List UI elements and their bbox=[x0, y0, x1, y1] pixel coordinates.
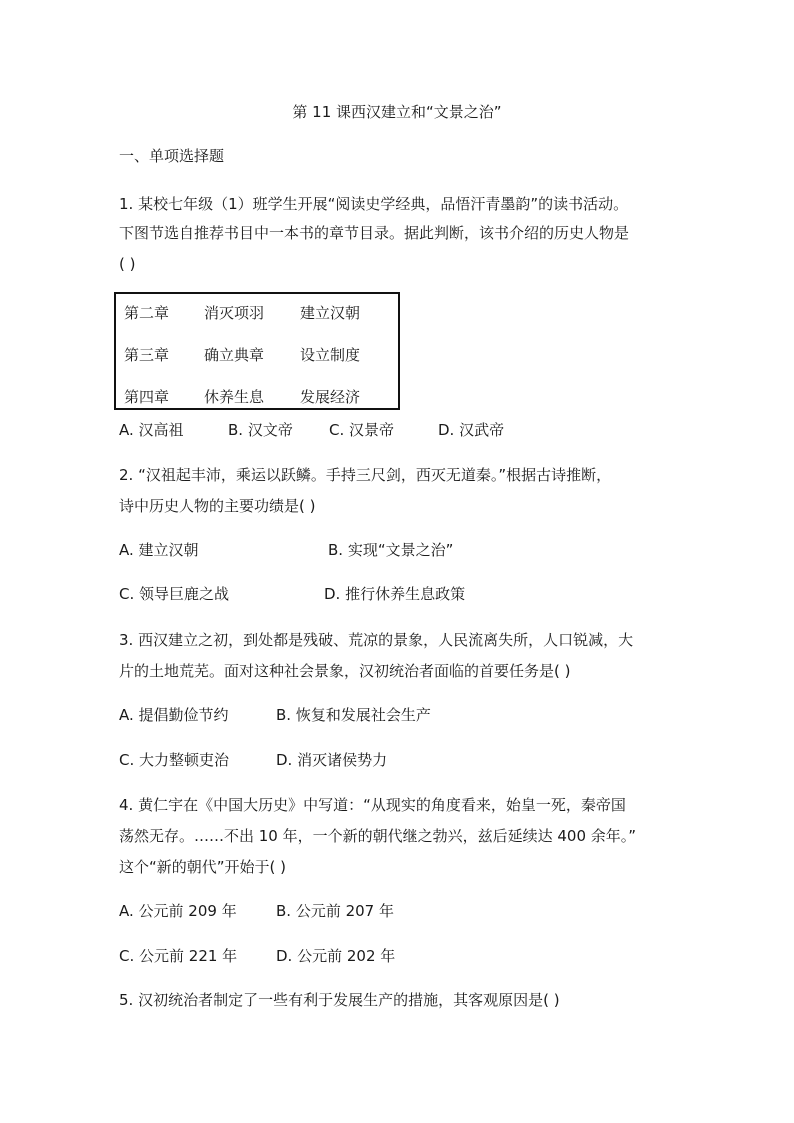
question-3-line-2: 片的土地荒芜。面对这种社会景象，汉初统治者面临的首要任务是( ) bbox=[119, 662, 571, 680]
option-b: B. 实现“文景之治” bbox=[328, 541, 454, 559]
page-title: 第 11 课西汉建立和“文景之治” bbox=[292, 103, 502, 121]
chapter-topic: 发展经济 bbox=[300, 388, 361, 406]
question-2-line-1: 2. “汉祖起丰沛，乘运以跃鳞。手持三尺剑，西灭无道秦。”根据古诗推断， bbox=[119, 466, 612, 484]
option-c: C. 公元前 221 年 bbox=[119, 947, 238, 965]
chapter-row bbox=[116, 383, 398, 411]
option-c: C. 汉景帝 bbox=[329, 421, 395, 439]
option-c: C. 领导巨鹿之战 bbox=[119, 585, 230, 603]
chapter-topic: 休养生息 bbox=[204, 388, 265, 406]
chapter-row bbox=[116, 341, 398, 369]
chapter-topic: 消灭项羽 bbox=[204, 304, 265, 322]
question-1-line-3: ( ) bbox=[119, 255, 136, 273]
question-1-line-2: 下图节选自推荐书目中一本书的章节目录。据此判断，该书介绍的历史人物是 bbox=[119, 224, 630, 242]
option-d: D. 消灭诸侯势力 bbox=[276, 751, 388, 769]
question-4-line-1: 4. 黄仁宇在《中国大历史》中写道：“从现实的角度看来，始皇一死，秦帝国 bbox=[119, 796, 626, 814]
option-a: A. 建立汉朝 bbox=[119, 541, 199, 559]
chapter-number: 第四章 bbox=[124, 388, 170, 406]
chapter-table bbox=[114, 292, 400, 410]
option-d: D. 公元前 202 年 bbox=[276, 947, 396, 965]
option-b: B. 恢复和发展社会生产 bbox=[276, 706, 431, 724]
option-d: D. 汉武帝 bbox=[438, 421, 505, 439]
option-b: B. 公元前 207 年 bbox=[276, 902, 394, 920]
option-a: A. 汉高祖 bbox=[119, 421, 184, 439]
question-3-line-1: 3. 西汉建立之初，到处都是残破、荒凉的景象，人民流离失所，人口锐减，大 bbox=[119, 631, 634, 649]
chapter-number: 第二章 bbox=[124, 304, 170, 322]
chapter-topic: 确立典章 bbox=[204, 346, 265, 364]
chapter-row bbox=[116, 299, 398, 327]
option-c: C. 大力整顿吏治 bbox=[119, 751, 230, 769]
question-4-line-2: 荡然无存。……不出 10 年，一个新的朝代继之勃兴，兹后延续达 400 余年。” bbox=[119, 827, 637, 845]
chapter-number: 第三章 bbox=[124, 346, 170, 364]
section-heading: 一、单项选择题 bbox=[119, 147, 225, 165]
option-b: B. 汉文帝 bbox=[228, 421, 293, 439]
question-4-line-3: 这个“新的朝代”开始于( ) bbox=[119, 858, 287, 876]
option-a: A. 提倡勤俭节约 bbox=[119, 706, 229, 724]
option-d: D. 推行休养生息政策 bbox=[324, 585, 466, 603]
question-1-line-1: 1. 某校七年级（1）班学生开展“阅读史学经典，品悟汗青墨韵”的读书活动。 bbox=[119, 195, 629, 213]
chapter-topic: 建立汉朝 bbox=[300, 304, 361, 322]
option-a: A. 公元前 209 年 bbox=[119, 902, 237, 920]
question-2-line-2: 诗中历史人物的主要功绩是( ) bbox=[119, 497, 316, 515]
chapter-topic: 设立制度 bbox=[300, 346, 361, 364]
question-5-line-1: 5. 汉初统治者制定了一些有利于发展生产的措施，其客观原因是( ) bbox=[119, 991, 560, 1009]
